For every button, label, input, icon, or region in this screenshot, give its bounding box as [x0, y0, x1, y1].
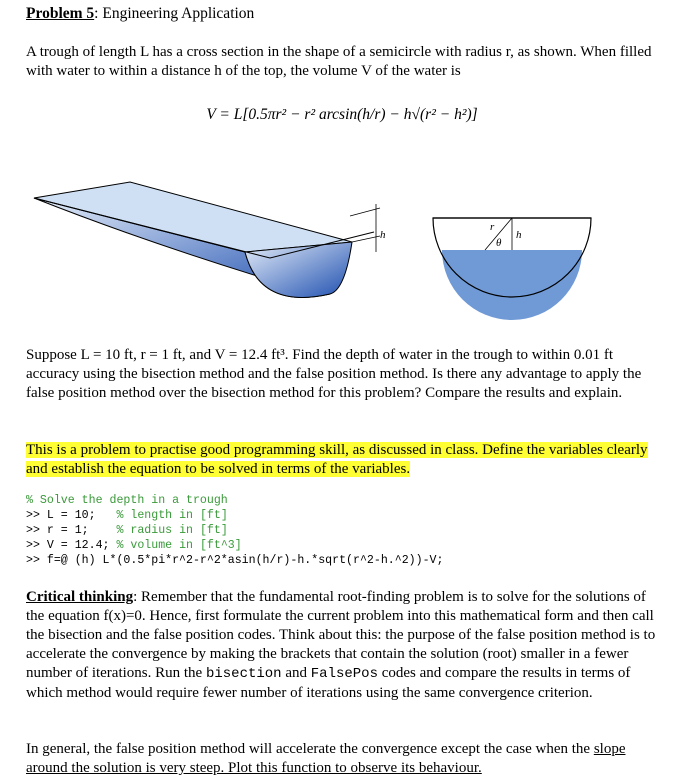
code-line-3: >> r = 1;: [26, 524, 117, 537]
trough-end: [245, 242, 352, 297]
falsepos-code: FalsePos: [310, 666, 378, 682]
trough-3d: [34, 182, 386, 297]
trough-figure: [30, 180, 650, 320]
closing-paragraph: In general, the false position method will accelerate the convergence except the case when the slope around the solution is very steep. Plot this function to observe its behaviour.: [26, 741, 626, 776]
code-line-5: >> f=@ (h) L*(0.5*pi*r^2-r^2*asin(h/r)-h.*sqrt(r^2-h.^2))-V;: [26, 554, 444, 567]
code-line-1: % Solve the depth in a trough: [26, 494, 228, 507]
cross-section: [433, 218, 591, 320]
bisection-code: bisection: [205, 666, 282, 682]
problem-subtitle: : Engineering Application: [94, 5, 255, 22]
critical-heading: Critical thinking: [26, 589, 134, 605]
matlab-code-block: % Solve the depth in a trough >> L = 10; % length in [ft] >> r = 1; % radius in [ft] >> V = 12.4; % volume in [ft^3] >> f=@ (h) L*(0.5*pi*r^2-r^2*asin(h/r)-h.*sqrt(r^2-h.^2))-V;: [26, 494, 444, 567]
problem-number: Problem 5: [26, 5, 95, 22]
h-label-left: h: [380, 229, 386, 241]
h-label-right: h: [516, 229, 522, 241]
question-paragraph: Suppose L = 10 ft, r = 1 ft, and V = 12.4 ft³. Find the depth of water in the trough to within 0.01 ft accuracy using the bisection method and the false position method. Is there any advantage to apply the false position method over the bisection method for this problem? Compare the results and explain.: [26, 347, 642, 401]
code-line-4: >> V = 12.4;: [26, 539, 117, 552]
problem-title: [26, 4, 658, 23]
volume-equation: V = L[0.5πr² − r² arcsin(h/r) − h√(r² − h²)]: [206, 106, 478, 123]
water-region: [442, 250, 582, 320]
r-label: r: [490, 221, 495, 233]
trough-diagram: [30, 180, 650, 320]
theta-label: θ: [496, 237, 502, 249]
highlighted-note: This is a problem to practise good programming skill, as discussed in class. Define the variables clearly and establish the equation to be solved in terms of the variables.: [26, 442, 648, 477]
critical-thinking-paragraph: Critical thinking: Remember that the fundamental root-finding problem is to solve for the solutions of the equation f(x)=0. Hence, first formulate the current problem into this mathematical form and then call the bisection and the false position codes. Think about this: the purpose of the false position method is to accelerate the convergence by making the brackets that contain the solution (root) smaller in a fewer number of iterations. Run the bisection and FalsePos codes and compare the results in terms of which method would require fewer number of iterations using the same convergence criterion.: [26, 589, 656, 701]
code-line-2: >> L = 10;: [26, 509, 117, 522]
intro-paragraph: A trough of length L has a cross section in the shape of a semicircle with radius r, as shown. When filled with water to within a distance h of the top, the volume V of the water is: [26, 44, 652, 79]
